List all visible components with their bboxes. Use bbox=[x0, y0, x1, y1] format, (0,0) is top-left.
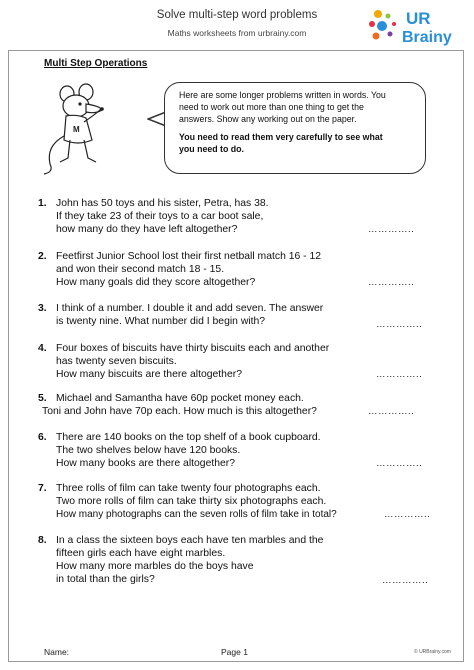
question-text: Three rolls of film can take twenty four photographs each. bbox=[56, 483, 321, 494]
question-text: Feetfirst Junior School lost their first netball match 16 - 12 bbox=[56, 251, 322, 262]
intro-bold-line: You need to read them very carefully to see what bbox=[179, 132, 383, 142]
intro-bold-line: you need to do. bbox=[179, 144, 244, 154]
mouse-mascot-icon bbox=[40, 80, 160, 178]
section-title: Multi Step Operations bbox=[44, 58, 148, 69]
question-text: How many biscuits are there altogether? bbox=[56, 369, 242, 380]
question-number: 3. bbox=[38, 303, 47, 314]
question-text: Michael and Samantha have 60p pocket money each. bbox=[56, 393, 304, 404]
question-text: Two more rolls of film can take thirty six photographs each. bbox=[56, 496, 327, 507]
question-text: I think of a number. I double it and add seven. The answer bbox=[56, 303, 324, 314]
question-number: 1. bbox=[38, 198, 47, 209]
answer-blank[interactable]: ………….. bbox=[382, 575, 429, 586]
copyright-text: © URBrainy.com bbox=[414, 649, 451, 655]
intro-speech-bubble bbox=[164, 82, 426, 174]
worksheet-subtitle: Maths worksheets from urbrainy.com bbox=[167, 28, 307, 38]
question-text: How many photographs can the seven rolls of film take in total? bbox=[56, 509, 337, 520]
question-text: and won their second match 18 - 15. bbox=[56, 264, 225, 275]
answer-blank[interactable]: ………….. bbox=[376, 319, 423, 330]
question-text: The two shelves below have 120 books. bbox=[56, 445, 241, 456]
question-text: How many books are there altogether? bbox=[56, 458, 236, 469]
urbrainy-logo bbox=[366, 4, 466, 48]
question-number: 4. bbox=[38, 343, 47, 354]
question-text: has twenty seven biscuits. bbox=[56, 356, 177, 367]
question-text: how many do they have left altogether? bbox=[56, 224, 238, 235]
question-text: Toni and John have 70p each. How much is this altogether? bbox=[42, 406, 317, 417]
answer-blank[interactable]: ………….. bbox=[384, 509, 431, 520]
question-number: 2. bbox=[38, 251, 47, 262]
answer-blank[interactable]: ………….. bbox=[376, 458, 423, 469]
logo-text-bottom: Brainy bbox=[402, 29, 452, 46]
name-label: Name: bbox=[44, 647, 70, 657]
worksheet-title: Solve multi-step word problems bbox=[156, 9, 318, 21]
intro-line: answers. Show any working out on the paper. bbox=[179, 114, 357, 124]
question-number: 6. bbox=[38, 432, 47, 443]
question-text: In a class the sixteen boys each have ten marbles and the bbox=[56, 535, 324, 546]
intro-line: need to work out more than one thing to get the bbox=[179, 102, 364, 112]
answer-blank[interactable]: ………….. bbox=[368, 406, 415, 417]
answer-blank[interactable]: ………….. bbox=[368, 224, 415, 235]
question-text: is twenty nine. What number did I begin with? bbox=[56, 316, 266, 327]
question-number: 5. bbox=[38, 393, 47, 404]
page-number: Page 1 bbox=[221, 647, 248, 657]
svg-text:M: M bbox=[73, 125, 80, 134]
question-text: in total than the girls? bbox=[56, 574, 155, 585]
question-text: How many goals did they score altogether? bbox=[56, 277, 256, 288]
question-number: 7. bbox=[38, 483, 47, 494]
answer-blank[interactable]: ………….. bbox=[368, 277, 415, 288]
question-text: John has 50 toys and his sister, Petra, has 38. bbox=[56, 198, 269, 209]
question-text: How many more marbles do the boys have bbox=[56, 561, 254, 572]
logo-text-top: UR bbox=[406, 9, 431, 28]
question-text: Four boxes of biscuits have thirty biscuits each and another bbox=[56, 343, 330, 354]
question-number: 8. bbox=[38, 535, 47, 546]
question-text: If they take 23 of their toys to a car boot sale, bbox=[56, 211, 264, 222]
intro-line: Here are some longer problems written in words. You bbox=[179, 90, 386, 100]
answer-blank[interactable]: ………….. bbox=[376, 369, 423, 380]
question-text: fifteen girls each have eight marbles. bbox=[56, 548, 226, 559]
question-text: There are 140 books on the top shelf of a book cupboard. bbox=[56, 432, 321, 443]
